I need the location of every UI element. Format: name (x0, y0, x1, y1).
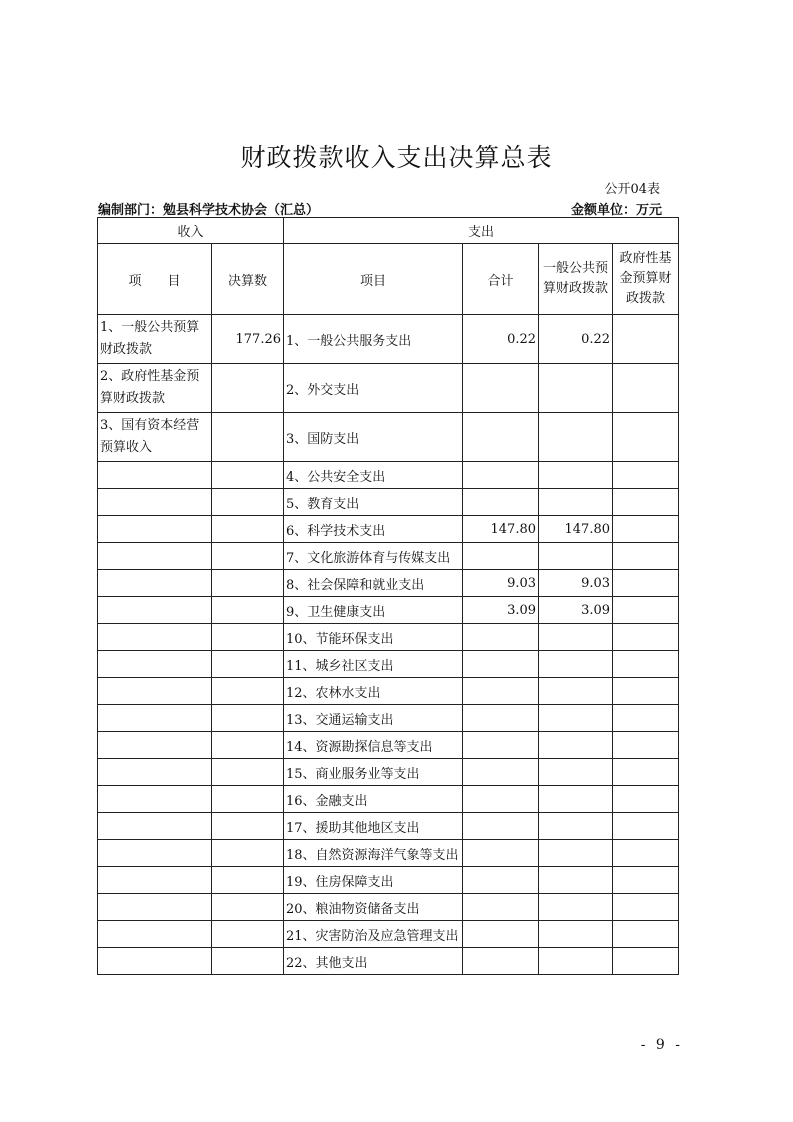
income-value-cell (212, 489, 284, 516)
fund-budget-cell (613, 624, 679, 651)
total-cell (463, 462, 539, 489)
fund-budget-cell (613, 570, 679, 597)
page-number: - 9 - (640, 1037, 683, 1053)
expense-item-cell: 19、住房保障支出 (284, 867, 463, 894)
income-value-cell (212, 570, 284, 597)
expense-item-cell: 16、金融支出 (284, 786, 463, 813)
expense-item-cell: 22、其他支出 (284, 948, 463, 975)
expense-item-cell: 13、交通运输支出 (284, 705, 463, 732)
general-budget-cell (539, 364, 613, 413)
income-item-cell (98, 516, 212, 543)
general-budget-cell (539, 489, 613, 516)
general-budget-cell (539, 543, 613, 570)
total-cell (463, 867, 539, 894)
table-row (98, 921, 679, 948)
income-value-cell (212, 786, 284, 813)
expense-item-cell: 11、城乡社区支出 (284, 651, 463, 678)
income-item-cell (98, 732, 212, 759)
expense-item-cell: 2、外交支出 (284, 364, 463, 413)
table-row (98, 543, 679, 570)
income-value-cell (212, 462, 284, 489)
table-row (98, 840, 679, 867)
table-row (98, 948, 679, 975)
expense-item-cell: 14、资源勘探信息等支出 (284, 732, 463, 759)
fund-budget-cell (613, 516, 679, 543)
actual-header: 决算数 (212, 244, 284, 315)
expense-item-cell: 18、自然资源海洋气象等支出 (284, 840, 463, 867)
total-cell: 147.80 (463, 516, 539, 543)
total-cell (463, 413, 539, 462)
total-cell: 9.03 (463, 570, 539, 597)
expense-item-cell: 3、国防支出 (284, 413, 463, 462)
expense-item-cell: 5、教育支出 (284, 489, 463, 516)
total-cell (463, 894, 539, 921)
income-item-cell: 1、一般公共预算财政拨款 (98, 315, 212, 364)
table-row (98, 651, 679, 678)
income-item-cell (98, 624, 212, 651)
total-cell (463, 543, 539, 570)
table-row (98, 678, 679, 705)
fund-budget-cell (613, 786, 679, 813)
income-item-cell: 3、国有资本经营预算收入 (98, 413, 212, 462)
department-label: 编制部门：勉县科学技术协会（汇总） (98, 203, 320, 218)
table-row (98, 732, 679, 759)
income-value-cell (212, 759, 284, 786)
income-value-cell (212, 732, 284, 759)
general-budget-cell: 3.09 (539, 597, 613, 624)
income-item-cell (98, 840, 212, 867)
table-row (98, 759, 679, 786)
income-item-header: 项 目 (98, 244, 212, 315)
expense-item-cell: 4、公共安全支出 (284, 462, 463, 489)
general-budget-cell: 9.03 (539, 570, 613, 597)
income-item-cell (98, 759, 212, 786)
expense-item-cell: 8、社会保障和就业支出 (284, 570, 463, 597)
table-row (98, 462, 679, 489)
general-budget-cell (539, 759, 613, 786)
income-item-cell (98, 813, 212, 840)
fund-budget-cell (613, 867, 679, 894)
table-row (98, 413, 679, 462)
total-cell (463, 921, 539, 948)
income-value-cell (212, 364, 284, 413)
fund-budget-cell (613, 489, 679, 516)
income-value-cell (212, 813, 284, 840)
fund-budget-cell (613, 413, 679, 462)
general-budget-cell (539, 921, 613, 948)
total-cell (463, 732, 539, 759)
fund-budget-cell (613, 732, 679, 759)
general-budget-cell (539, 732, 613, 759)
income-value-cell (212, 705, 284, 732)
unit-label: 金额单位：万元 (570, 203, 662, 218)
table-row (98, 786, 679, 813)
income-value-cell (212, 624, 284, 651)
total-cell (463, 786, 539, 813)
income-item-cell (98, 705, 212, 732)
expense-item-cell: 12、农林水支出 (284, 678, 463, 705)
general-budget-cell (539, 678, 613, 705)
total-cell (463, 678, 539, 705)
income-item-cell: 2、政府性基金预算财政拨款 (98, 364, 212, 413)
general-budget-cell (539, 413, 613, 462)
expense-item-header: 项目 (284, 244, 463, 315)
budget-table (97, 217, 679, 975)
income-value-cell (212, 543, 284, 570)
fund-budget-cell (613, 921, 679, 948)
income-item-cell (98, 651, 212, 678)
fund-budget-cell (613, 894, 679, 921)
income-item-cell (98, 786, 212, 813)
total-cell (463, 813, 539, 840)
expense-item-cell: 20、粮油物资储备支出 (284, 894, 463, 921)
income-value-cell: 177.26 (212, 315, 284, 364)
general-budget-cell (539, 651, 613, 678)
fund-budget-cell (613, 759, 679, 786)
total-cell (463, 705, 539, 732)
table-row (98, 570, 679, 597)
table-row (98, 894, 679, 921)
fund-budget-cell (613, 315, 679, 364)
expense-item-cell: 1、一般公共服务支出 (284, 315, 463, 364)
general-budget-cell (539, 624, 613, 651)
expense-item-cell: 15、商业服务业等支出 (284, 759, 463, 786)
expense-item-cell: 9、卫生健康支出 (284, 597, 463, 624)
general-budget-cell (539, 786, 613, 813)
total-cell (463, 651, 539, 678)
total-cell (463, 624, 539, 651)
expense-item-cell: 21、灾害防治及应急管理支出 (284, 921, 463, 948)
header-row-2 (98, 244, 679, 315)
fund-budget-cell (613, 597, 679, 624)
income-value-cell (212, 597, 284, 624)
income-item-cell (98, 597, 212, 624)
expense-header: 支出 (284, 218, 679, 244)
fund-budget-cell (613, 948, 679, 975)
general-budget-cell (539, 948, 613, 975)
table-row (98, 315, 679, 364)
table-row (98, 705, 679, 732)
income-item-cell (98, 678, 212, 705)
income-value-cell (212, 678, 284, 705)
income-item-cell (98, 867, 212, 894)
income-item-cell (98, 543, 212, 570)
general-budget-cell: 147.80 (539, 516, 613, 543)
fund-budget-cell (613, 543, 679, 570)
total-cell (463, 840, 539, 867)
general-budget-cell (539, 813, 613, 840)
total-cell (463, 948, 539, 975)
table-row (98, 624, 679, 651)
general-budget-header: 一般公共预算财政拨款 (539, 244, 613, 315)
income-item-cell (98, 948, 212, 975)
expense-item-cell: 17、援助其他地区支出 (284, 813, 463, 840)
header-row-1 (98, 218, 679, 244)
income-value-cell (212, 413, 284, 462)
total-cell: 0.22 (463, 315, 539, 364)
table-row (98, 516, 679, 543)
total-cell: 3.09 (463, 597, 539, 624)
expense-item-cell: 6、科学技术支出 (284, 516, 463, 543)
income-value-cell (212, 948, 284, 975)
table-row (98, 364, 679, 413)
fund-budget-cell (613, 813, 679, 840)
income-value-cell (212, 516, 284, 543)
page-title: 财政拨款收入支出决算总表 (240, 143, 553, 172)
fund-budget-cell (613, 364, 679, 413)
total-cell (463, 759, 539, 786)
general-budget-cell (539, 705, 613, 732)
total-cell (463, 364, 539, 413)
table-row (98, 813, 679, 840)
fund-budget-cell (613, 651, 679, 678)
general-budget-cell (539, 840, 613, 867)
fund-budget-cell (613, 840, 679, 867)
income-item-cell (98, 570, 212, 597)
table-row (98, 489, 679, 516)
fund-budget-cell (613, 462, 679, 489)
table-row (98, 597, 679, 624)
income-value-cell (212, 921, 284, 948)
income-value-cell (212, 840, 284, 867)
fund-budget-cell (613, 678, 679, 705)
expense-item-cell: 10、节能环保支出 (284, 624, 463, 651)
fund-budget-cell (613, 705, 679, 732)
general-budget-cell: 0.22 (539, 315, 613, 364)
income-item-cell (98, 894, 212, 921)
income-value-cell (212, 867, 284, 894)
general-budget-cell (539, 867, 613, 894)
income-item-cell (98, 489, 212, 516)
general-budget-cell (539, 894, 613, 921)
table-row (98, 867, 679, 894)
income-value-cell (212, 651, 284, 678)
general-budget-cell (539, 462, 613, 489)
expense-item-cell: 7、文化旅游体育与传媒支出 (284, 543, 463, 570)
fund-budget-header: 政府性基金预算财政拨款 (613, 244, 679, 315)
income-header: 收入 (98, 218, 284, 244)
total-cell (463, 489, 539, 516)
income-item-cell (98, 921, 212, 948)
income-item-cell (98, 462, 212, 489)
total-header: 合计 (463, 244, 539, 315)
income-value-cell (212, 894, 284, 921)
form-number: 公开04表 (604, 182, 660, 197)
